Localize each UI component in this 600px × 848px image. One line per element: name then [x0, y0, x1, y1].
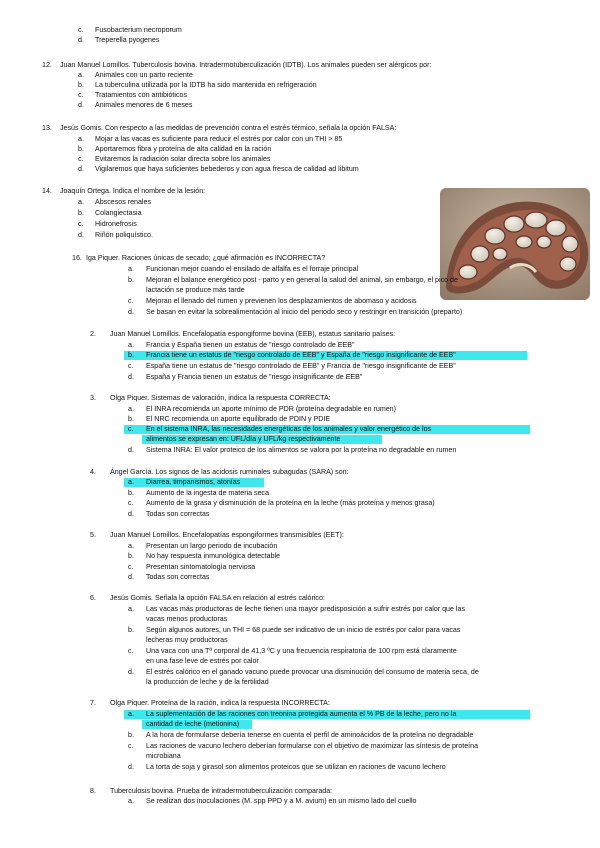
option-letter: b.: [128, 415, 134, 423]
option-text: Tratamientos con antibióticos: [95, 91, 188, 99]
option-text: Sistema INRA: El valor proteico de los alimentos se valora por la proteína no degradable en rumen: [146, 446, 457, 454]
option-text: lactación se produce más tarde: [146, 286, 245, 294]
option-text-highlighted: En el sistema INRA, las necesidades energéticas de los animales y valor energético de los: [146, 425, 432, 433]
option-text: España tiene un estatus de "riesgo controlado de EEB" y Francia de "riesgo insignificante de EEB": [146, 362, 456, 370]
option-letter-highlighted: a.: [124, 710, 530, 719]
question-title: Iga Piquer. Raciones únicas de secado; ¿qué afirmación es INCORRECTA?: [86, 254, 326, 262]
option-letter: d.: [128, 373, 134, 381]
option-letter: d.: [128, 510, 134, 518]
option-text: microbiana: [146, 752, 181, 760]
option-text: La tuberculina utilizada por la IDTB ha sido mantenida en refrigeración: [95, 81, 317, 89]
option-letter: a.: [78, 71, 84, 79]
option-letter: a.: [128, 542, 134, 550]
question-title: Juan Manuel Lomillos. Encefalopatías espongiformes transmisibles (EET):: [110, 531, 344, 539]
option-letter: b.: [128, 626, 134, 634]
kidney-lesion-photo: [440, 188, 590, 300]
option-letter: c.: [128, 563, 134, 571]
option-text: Las vacas más productoras de leche tienen una mayor predisposición a sufrir estrés por calor que las: [146, 605, 465, 613]
option-letter: c.: [78, 155, 84, 163]
option-text: El INRA recomienda un aporte mínimo de PDR (proteína degradable en rumen): [146, 405, 396, 413]
option-text: Francia y España tienen un estatus de "riesgo controlado de EEB": [146, 341, 355, 349]
option-text: Se realizan dos inoculaciones (M. spp PPD y a M. avium) en un mismo lado del cuello: [146, 797, 417, 805]
option-text: Mejoran el llenado del rumen y previenen los desplazamientos de abomaso y acidosis: [146, 297, 417, 305]
option-letter-highlighted: c.: [124, 425, 530, 434]
option-text-highlighted: La suplementación de las raciones con treonina protegida aumenta el % PB de la leche, pero no la: [146, 710, 457, 718]
option-letter: c.: [128, 297, 134, 305]
option-text-highlighted: cantidad de leche (metionina): [142, 720, 252, 729]
option-letter: c.: [128, 499, 134, 507]
question-number: 4.: [90, 468, 96, 476]
option-letter: d.: [128, 573, 134, 581]
option-letter: c.: [78, 220, 84, 228]
question-number: 6.: [90, 594, 96, 602]
option-text: La torta de soja y girasol son alimentos proteicos que se utilizan en raciones de vacuno lechero: [146, 763, 446, 771]
option-text: España y Francia tienen un estatus de "riesgo insignificante de EEB": [146, 373, 363, 381]
option-text: Animales con un parto reciente: [95, 71, 193, 79]
question-number: 16.: [72, 254, 82, 262]
option-text: lecheras muy productoras: [146, 636, 228, 644]
question-title: Juan Manuel Lomillos. Encefalopatía espongiforme bovina (EEB), estatus sanitario países:: [110, 330, 396, 338]
question-title: Ángel García. Los signos de las acidosis ruminales subagudas (SARA) son:: [110, 468, 349, 476]
option-letter: d.: [78, 165, 84, 173]
option-letter: b.: [128, 489, 134, 497]
option-letter: b.: [128, 552, 134, 560]
question-title: Olga Piquer. Sistemas de valoración, indica la respuesta CORRECTA:: [110, 394, 331, 402]
option-letter: d.: [128, 763, 134, 771]
option-text: Presentan un largo periodo de incubación: [146, 542, 278, 550]
question-title: Jesús Gomis. Señala la opción FALSA en relación al estrés calórico:: [110, 594, 325, 602]
option-text: Evitaremos la radiación solar directa sobre los animales: [95, 155, 271, 163]
option-letter: b.: [78, 209, 84, 217]
option-letter: d.: [78, 101, 84, 109]
option-letter-highlighted: a.: [124, 478, 264, 487]
option-text: Todas son correctas: [146, 510, 210, 518]
question-number: 14.: [42, 187, 52, 195]
option-text: Se basan en evitar la sobrealimentación al inicio del periodo seco y restringir en transición (preparto): [146, 308, 463, 316]
option-letter: d.: [78, 231, 84, 239]
option-letter: b.: [78, 145, 84, 153]
option-text: en una fase leve de estrés por calor: [146, 657, 259, 665]
option-text: Aportaremos fibra y proteína de alta calidad en la ración: [95, 145, 272, 153]
question-number: 8.: [90, 787, 96, 795]
option-letter: a.: [78, 135, 84, 143]
option-letter-highlighted: b.: [124, 351, 527, 360]
option-letter: d.: [78, 36, 84, 44]
option-text: Mojar a las vacas es suficiente para reducir el estrés por calor con un THI > 85: [95, 135, 343, 143]
option-text: Funcionan mejor cuando el ensilado de alfalfa es el forraje principal: [146, 265, 359, 273]
option-letter: c.: [78, 91, 84, 99]
option-letter: a.: [128, 605, 134, 613]
question-number: 3.: [90, 394, 96, 402]
option-letter: c.: [128, 647, 134, 655]
option-letter: d.: [128, 446, 134, 454]
option-letter: b.: [128, 731, 134, 739]
option-text: Vigilaremos que haya suficientes bebederos y con agua fresca de calidad ad libitum: [95, 165, 359, 173]
option-text: No hay respuesta inmunológica detectable: [146, 552, 281, 560]
option-text: Las raciones de vacuno lechero deberían formularse con el objetivo de maximizar las síntesis de proteína: [146, 742, 479, 750]
option-text-highlighted: Diarrea, timpanismos, atonías: [146, 478, 241, 486]
option-text: Colangiectasia: [95, 209, 142, 217]
option-text: vacas menos productoras: [146, 615, 228, 623]
option-letter: b.: [128, 276, 134, 284]
option-text: Aumento de la ingesta de materia seca: [146, 489, 270, 497]
option-letter: a.: [128, 265, 134, 273]
option-letter: a.: [128, 341, 134, 349]
option-text: Treperella pyogenes: [95, 36, 160, 44]
option-text: Animales menores de 6 meses: [95, 101, 193, 109]
question-number: 5.: [90, 531, 96, 539]
option-letter: a.: [128, 405, 134, 413]
option-text: la producción de leche y de la fertilidad: [146, 678, 269, 686]
option-text: Riñón poliquístico.: [95, 231, 153, 239]
option-letter: d.: [128, 668, 134, 676]
option-text: Fusobacterium necroporum: [95, 26, 182, 34]
option-letter: a.: [128, 797, 134, 805]
option-letter: b.: [78, 81, 84, 89]
question-title: Juan Manuel Lomillos. Tuberculosis bovina. Intradermotuberculización (IDTB). Los animales pueden ser alérgicos por:: [60, 61, 432, 69]
option-letter: c.: [128, 362, 134, 370]
option-letter: a.: [78, 198, 84, 206]
option-letter: c.: [128, 742, 134, 750]
question-title: Tuberculosis bovina. Prueba de intradermotuberculización comparada:: [110, 787, 333, 795]
question-number: 7.: [90, 699, 96, 707]
option-text: Según algunos autores, un THI = 68 puede ser indicativo de un inicio de estrés por calor para vacas: [146, 626, 461, 634]
question-title: Joaquín Ortega. Indica el nombre de la lesión:: [60, 187, 206, 195]
option-text: Mejoran el balance energético post - parto y en general la salud del animal, sin embargo, el pico de: [146, 276, 458, 284]
option-text: Hidronefrosis: [95, 220, 137, 228]
option-text: Presentan sintomatología nerviosa: [146, 563, 256, 571]
option-text: Abscesos renales: [95, 198, 151, 206]
option-text: Aumento de la grasa y disminución de la proteína en la leche (más proteína y menos grasa): [146, 499, 435, 507]
question-number: 12.: [42, 61, 52, 69]
option-letter: c.: [78, 26, 84, 34]
question-title: Jesús Gomis. Con respecto a las medidas de prevención contra el estrés térmico, señala la opción FALSA:: [60, 124, 397, 132]
option-text: Todas son correctas: [146, 573, 210, 581]
option-text: Una vaca con una Tª corporal de 41,3 ºC y una frecuencia respiratoria de 100 rpm está claramente: [146, 647, 457, 655]
question-title: Olga Piquer. Proteína de la ración, indica la respuesta INCORRECTA:: [110, 699, 330, 707]
option-text-highlighted: Francia tiene un estatus de "riesgo controlado de EEB" y España de "riesgo insignificante de EEB": [146, 351, 456, 359]
option-text: A la hora de formularse debería tenerse en cuenta el perfil de aminoácidos de la proteína no degradable: [146, 731, 474, 739]
question-number: 13.: [42, 124, 52, 132]
option-letter: d.: [128, 308, 134, 316]
option-text: El estrés calórico en el ganado vacuno puede provocar una disminución del consumo de materia seca, de: [146, 668, 479, 676]
option-text-highlighted: alimentos se expresan en: UFL/día y UFL/kg respectivamente: [142, 435, 382, 444]
option-text: El NRC recomienda un aporte equilibrado de PDIN y PDIE: [146, 415, 331, 423]
question-number: 2.: [90, 330, 96, 338]
